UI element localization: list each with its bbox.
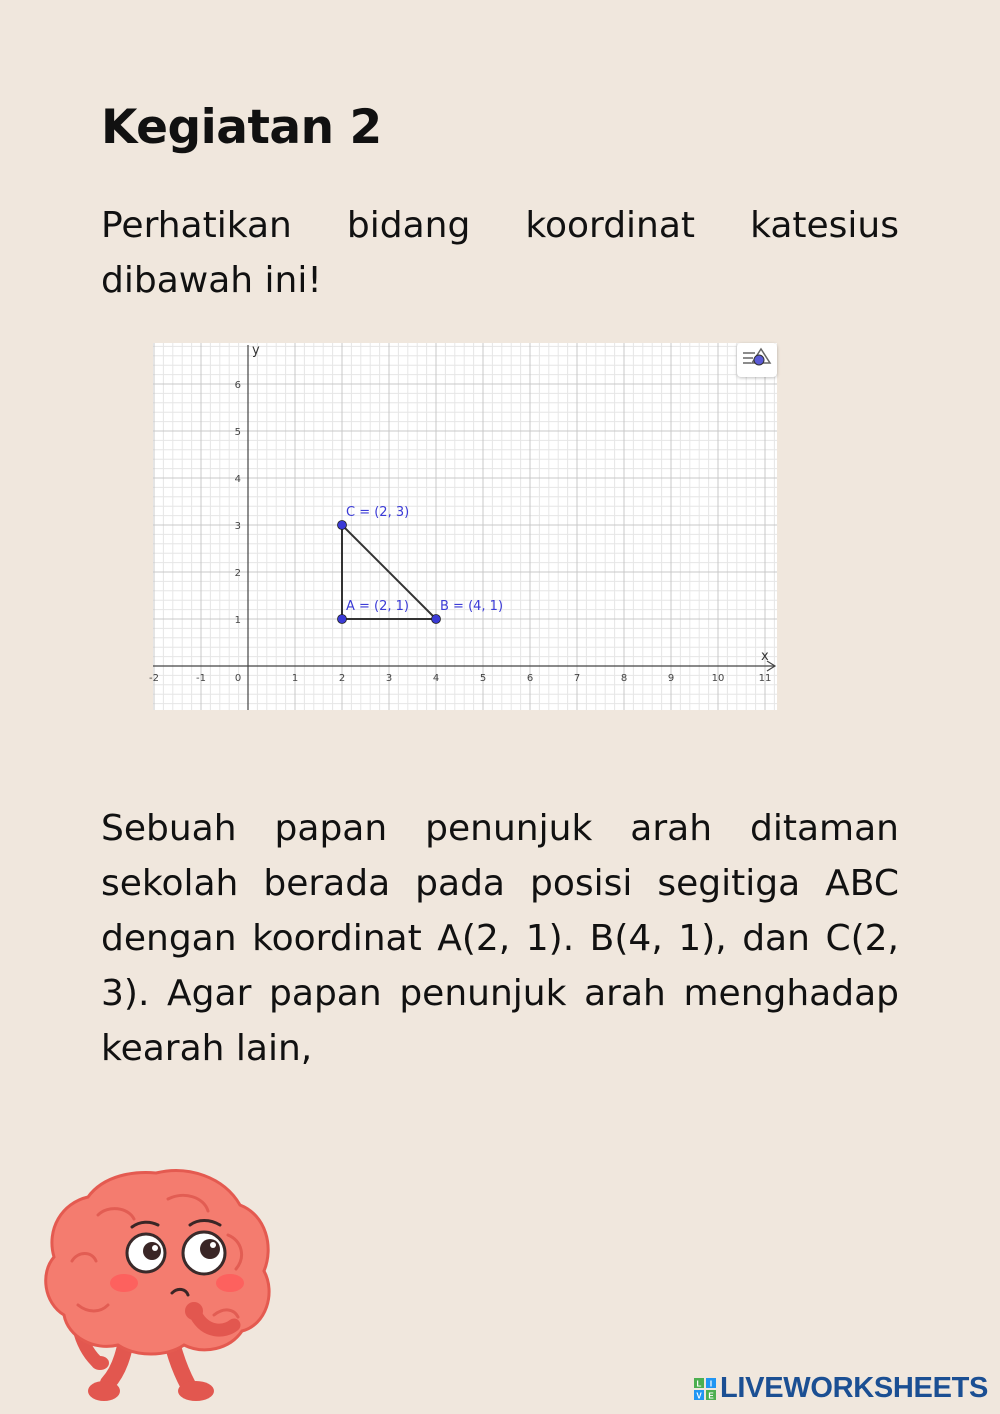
brain-mascot-illustration <box>38 1165 278 1414</box>
x-axis-label: x <box>761 649 769 664</box>
page-title: Kegiatan 2 <box>101 100 382 155</box>
x-tick-label: 7 <box>573 673 581 684</box>
point-b <box>432 615 441 624</box>
x-tick-label: 0 <box>234 673 242 684</box>
svg-text:E: E <box>708 1391 714 1400</box>
y-tick-label: 2 <box>234 568 241 579</box>
x-tick-label: -2 <box>149 673 159 684</box>
intro-text: Perhatikan bidang koordinat katesius dibawah ini! <box>101 205 899 301</box>
y-tick-label: 4 <box>234 474 241 485</box>
y-tick-label: 5 <box>234 427 241 438</box>
question-text: Sebuah papan penunjuk arah ditaman sekolah berada pada posisi segitiga ABC dengan koordinat A(2, 1). B(4, 1), dan C(2, 3). Agar papan penunjuk arah menghadap kearah lain, <box>101 808 899 1069</box>
point-c <box>338 521 347 530</box>
x-tick-label: -1 <box>196 673 206 684</box>
y-tick-label: 1 <box>234 615 241 626</box>
x-tick-label: 5 <box>479 673 487 684</box>
x-tick-label: 11 <box>758 673 772 684</box>
coordinate-graph <box>149 343 777 710</box>
y-axis-label: y <box>252 343 260 358</box>
point-label-a: A = (2, 1) <box>346 599 410 614</box>
liveworksheets-logo[interactable] <box>694 1372 988 1405</box>
point-label-c: C = (2, 3) <box>346 505 410 520</box>
x-tick-label: 9 <box>667 673 675 684</box>
x-tick-label: 6 <box>526 673 534 684</box>
point-a <box>338 615 347 624</box>
thinking-brain-icon <box>38 1165 278 1410</box>
svg-text:L: L <box>696 1379 702 1388</box>
x-tick-label: 4 <box>432 673 440 684</box>
x-tick-label: 1 <box>291 673 299 684</box>
point-label-b: B = (4, 1) <box>440 599 504 614</box>
style-bar-icon <box>737 343 777 377</box>
y-tick-label: 6 <box>234 380 241 391</box>
x-tick-label: 8 <box>620 673 628 684</box>
x-tick-label: 10 <box>711 673 725 684</box>
svg-text:V: V <box>696 1391 702 1400</box>
x-tick-label: 2 <box>338 673 346 684</box>
graph-canvas <box>149 343 777 710</box>
y-tick-label: 3 <box>234 521 241 532</box>
graph-style-button[interactable] <box>737 343 777 377</box>
liveworksheets-logo-icon <box>694 1378 716 1400</box>
liveworksheets-logo-text: LIVEWORKSHEETS <box>720 1372 989 1404</box>
svg-text:I: I <box>709 1379 713 1388</box>
x-tick-label: 3 <box>385 673 393 684</box>
